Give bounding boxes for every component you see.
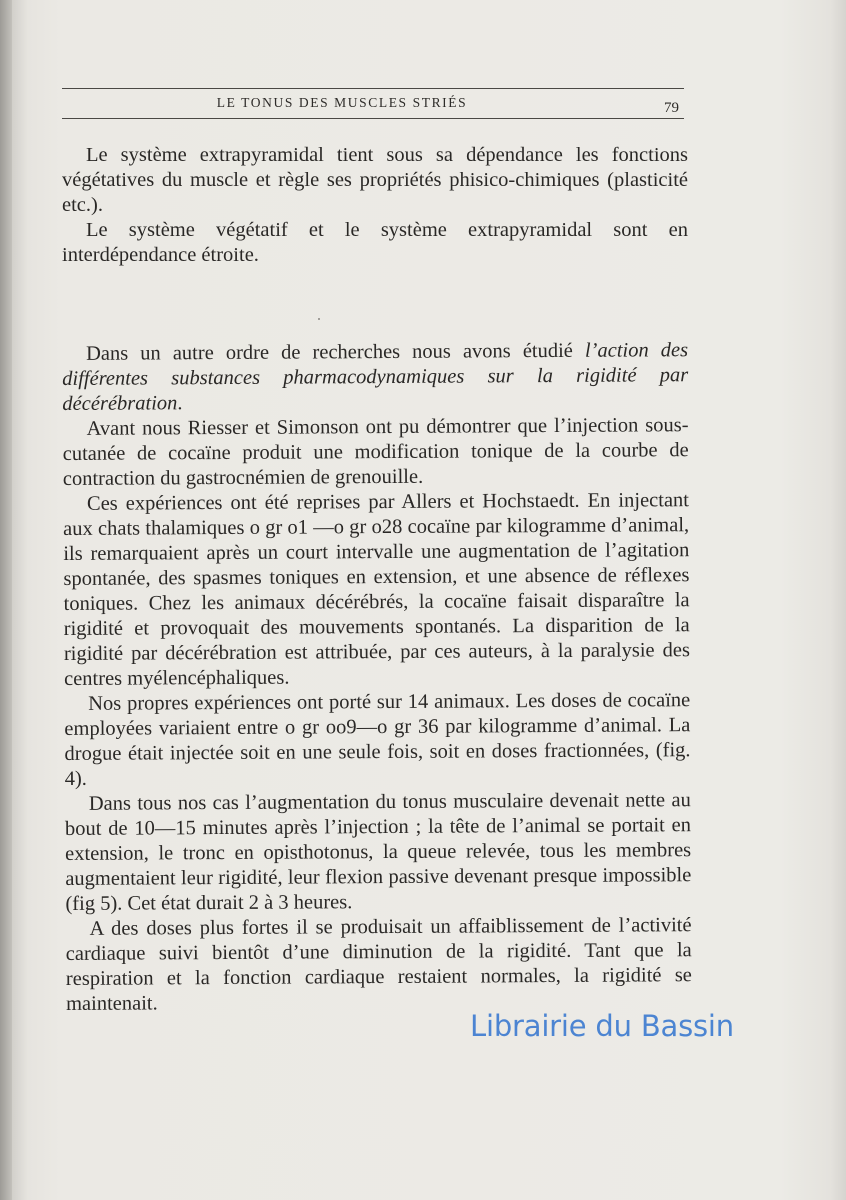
- paragraph-augmentation-tonus: Dans tous nos cas l’augmentation du tonus musculaire devenait nette au bout de 10—15 minutes après l’injection ; la tête de l’animal se portait en extension, le tronc en opisthotonus, la queue relevée, tous les membres augmentaient leur rigidité, leur flexion passive devenant presque impossible (fig 5). Cet état durait 2 à 3 heures.: [64, 789, 692, 915]
- text-block-top: [62, 143, 688, 268]
- paragraph-recherches-lead: Dans un autre ordre de recherches nous avons étudié: [86, 339, 585, 365]
- paragraph-nos-experiences: Nos propres expériences ont porté sur 14 animaux. Les doses de cocaïne employées variaient entre o gr oo9—o gr 36 par kilogramme d’animal. La drogue était injectée soit en une seule fois, soit en doses fractionnées, (fig. 4).: [64, 689, 691, 790]
- paragraph-recherches-end: .: [177, 392, 183, 415]
- paragraph-extrapyramidal: Le système extrapyramidal tient sous sa dépendance les fonctions végétatives du muscle et règle ses propriétés phisico-chimiques (plasticité etc.).: [62, 144, 688, 216]
- text-block-main: [62, 338, 692, 1017]
- page-gutter: [0, 0, 12, 1200]
- page-number: 79: [664, 100, 679, 116]
- header-rule-bottom: [62, 118, 684, 119]
- running-title: LE TONUS DES MUSCLES STRIÉS: [216, 95, 468, 110]
- paragraph-doses-fortes: A des doses plus fortes il se produisait un affaiblissement de l’activité cardiaque suivi bientôt d’une diminution de la rigidité. Tant que la respiration et la fonction cardiaque restaient normales, la rigidité se maintenait.: [65, 914, 692, 1015]
- paragraph-vegetatif: Le système végétatif et le système extrapyramidal sont en interdépendance étroite.: [62, 219, 688, 266]
- header-rule-top: [62, 88, 684, 89]
- paragraph-recherches: [62, 338, 688, 417]
- section-separator: [318, 318, 320, 320]
- paragraph-riesser-simonson: Avant nous Riesser et Simonson ont pu démontrer que l’injection sous-cutanée de cocaïne produit une modification tonique de la courbe de contraction du gastrocnémien de grenouille.: [62, 414, 689, 490]
- paragraph-allers-hochstaedt: Ces expériences ont été reprises par Allers et Hochstaedt. En injectant aux chats thalamiques o gr o1 —o gr o28 cocaïne par kilogramme d’animal, ils remarquaient après un court intervalle une augmentation de l’agitation spontanée, des spasmes toniques en extension, et une absence de réflexes toniques. Chez les animaux décérébrés, la cocaïne faisait disparaître la rigidité et provoquait des mouvements spontanés. La disparition de la rigidité par décérébration est attribuée, par ces auteurs, à la paralysie des centres myélencéphaliques.: [63, 489, 690, 690]
- watermark-text: Librairie du Bassin: [470, 1009, 734, 1043]
- paragraph-recherches-italic: l’action des différentes substances pharmacodynamiques sur la rigidité par décérébration: [62, 339, 689, 415]
